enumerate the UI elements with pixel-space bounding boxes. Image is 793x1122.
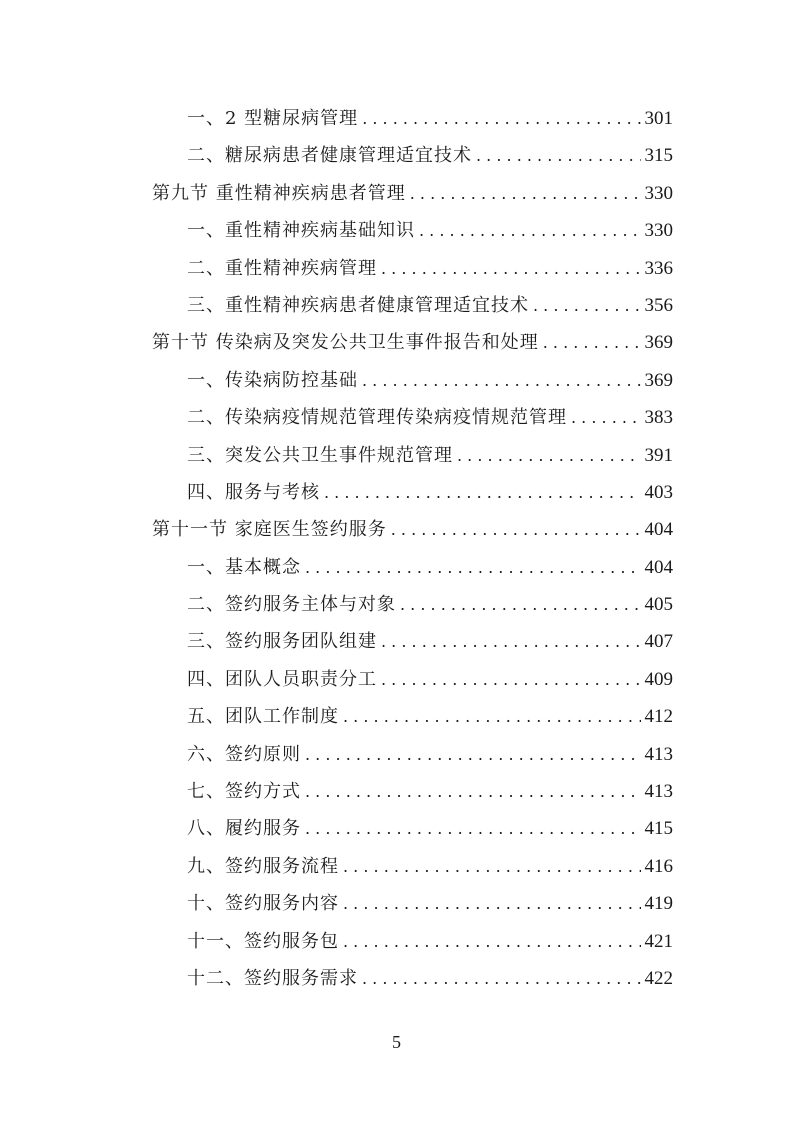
toc-subsection-entry[interactable] [152,964,673,1001]
dot-leader [381,254,641,284]
toc-subsection-entry[interactable] [152,590,673,627]
toc-entry-page: 413 [644,743,673,765]
dot-leader [305,553,641,583]
toc-entry-title: 七、签约方式 [187,781,301,803]
dot-leader [343,889,641,919]
toc-entry-page: 403 [644,481,673,503]
toc-entry-page: 369 [644,332,673,354]
toc-subsection-entry[interactable] [152,441,673,478]
toc-entry-title: 四、团队人员职责分工 [187,668,377,690]
toc-section-entry[interactable] [152,515,673,552]
toc-entry-page: 404 [644,519,673,541]
toc-entry-title: 一、重性精神疾病基础知识 [187,220,415,242]
toc-entry-page: 383 [644,407,673,429]
dot-leader [343,927,641,957]
dot-leader [381,627,641,657]
table-of-contents [152,104,673,1001]
page-number: 5 [392,1032,401,1052]
toc-entry-title: 二、签约服务主体与对象 [187,594,396,616]
dot-leader [343,852,641,882]
toc-entry-title: 十二、签约服务需求 [187,967,358,989]
toc-subsection-entry[interactable] [152,927,673,964]
dot-leader [476,141,641,171]
toc-entry-title: 十、签约服务内容 [187,893,339,915]
toc-entry-page: 407 [644,631,673,653]
dot-leader [410,179,641,209]
toc-subsection-entry[interactable] [152,627,673,664]
toc-subsection-entry[interactable] [152,852,673,889]
toc-entry-page: 336 [644,257,673,279]
toc-entry-title: 八、履约服务 [187,818,301,840]
toc-subsection-entry[interactable] [152,291,673,328]
toc-entry-title: 二、重性精神疾病管理 [187,257,377,279]
dot-leader [533,291,641,321]
toc-subsection-entry[interactable] [152,814,673,851]
toc-entry-page: 330 [644,182,673,204]
toc-subsection-entry[interactable] [152,104,673,141]
toc-entry-title: 六、签约原则 [187,743,301,765]
toc-entry-title: 一、传染病防控基础 [187,369,358,391]
dot-leader [381,665,641,695]
toc-entry-title: 第十节 传染病及突发公共卫生事件报告和处理 [152,332,539,354]
dot-leader [343,702,641,732]
toc-subsection-entry[interactable] [152,702,673,739]
toc-entry-title: 第九节 重性精神疾病患者管理 [152,182,406,204]
toc-subsection-entry[interactable] [152,366,673,403]
toc-subsection-entry[interactable] [152,478,673,515]
dot-leader [362,104,640,134]
toc-entry-page: 405 [644,594,673,616]
dot-leader [305,740,641,770]
toc-entry-page: 356 [644,294,673,316]
toc-entry-title: 二、糖尿病患者健康管理适宜技术 [187,145,472,167]
toc-subsection-entry[interactable] [152,254,673,291]
toc-entry-title: 三、重性精神疾病患者健康管理适宜技术 [187,294,529,316]
toc-entry-page: 416 [644,855,673,877]
toc-entry-page: 415 [644,818,673,840]
toc-entry-title: 一、基本概念 [187,556,301,578]
toc-entry-page: 369 [644,369,673,391]
toc-entry-title: 四、服务与考核 [187,481,320,503]
toc-entry-page: 412 [644,706,673,728]
dot-leader [419,216,641,246]
toc-entry-title: 三、签约服务团队组建 [187,631,377,653]
dot-leader [362,366,641,396]
toc-entry-title: 五、团队工作制度 [187,706,339,728]
dot-leader [305,777,641,807]
dot-leader [571,403,641,433]
dot-leader [305,814,641,844]
toc-entry-page: 315 [644,145,673,167]
toc-entry-title: 第十一节 家庭医生签约服务 [152,519,387,541]
toc-entry-page: 422 [644,967,673,989]
toc-subsection-entry[interactable] [152,740,673,777]
toc-entry-page: 330 [644,220,673,242]
toc-subsection-entry[interactable] [152,665,673,702]
toc-entry-title: 十一、签约服务包 [187,930,339,952]
toc-subsection-entry[interactable] [152,553,673,590]
toc-subsection-entry[interactable] [152,403,673,440]
toc-entry-title: 九、签约服务流程 [187,855,339,877]
dot-leader [324,478,641,508]
toc-section-entry[interactable] [152,179,673,216]
toc-subsection-entry[interactable] [152,141,673,178]
toc-subsection-entry[interactable] [152,889,673,926]
toc-entry-page: 421 [644,930,673,952]
toc-entry-title: 一、2 型糖尿病管理 [187,108,359,129]
dot-leader [362,964,641,994]
dot-leader [400,590,641,620]
toc-entry-page: 301 [644,108,673,129]
toc-entry-title: 二、传染病疫情规范管理传染病疫情规范管理 [187,407,567,429]
dot-leader [391,515,641,545]
toc-entry-page: 409 [644,668,673,690]
toc-subsection-entry[interactable] [152,216,673,253]
toc-subsection-entry[interactable] [152,777,673,814]
toc-entry-title: 三、突发公共卫生事件规范管理 [187,444,453,466]
toc-entry-page: 404 [644,556,673,578]
toc-entry-page: 391 [644,444,673,466]
toc-entry-page: 413 [644,781,673,803]
dot-leader [543,328,641,358]
dot-leader [457,441,641,471]
toc-section-entry[interactable] [152,328,673,365]
toc-entry-page: 419 [644,893,673,915]
